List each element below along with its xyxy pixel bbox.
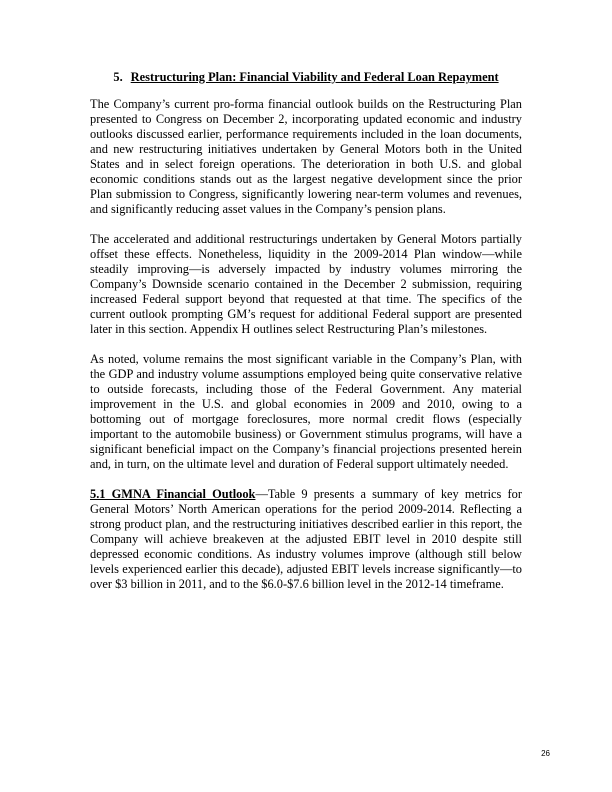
paragraph-restructurings: The accelerated and additional restructurings undertaken by General Motors partially offset these effects. Nonetheless, liquidity in the 2009-2014 Plan window—while steadily improving—is adversely impacted by industry volumes mirroring the Company’s Downside scenario contained in the December 2 submission, requiring increased Federal support beyond that requested at that time. The specifics of the current outlook prompting GM’s request for additional Federal support are presented later in this section. Appendix H outlines select Restructuring Plan’s milestones. [90, 232, 522, 336]
section-number: 5. [113, 70, 123, 84]
subsection-text: —Table 9 presents a summary of key metrics for General Motors’ North American operations for the period 2009-2014. Reflecting a strong product plan, and the restructuring initiatives described earlier in this report, the Company will achieve breakeven at the adjusted EBIT level in 2010 despite still depressed economic conditions. As industry volumes improve (although still below levels experienced earlier this decade), adjusted EBIT levels increase significantly—to over $3 billion in 2011, and to the $6.0-$7.6 billion level in the 2012-14 timeframe. [90, 487, 522, 591]
section-heading [90, 70, 522, 85]
paragraph-volume: As noted, volume remains the most significant variable in the Company’s Plan, with the GDP and industry volume assumptions employed being quite conservative relative to outside forecasts, including those of the Federal Government. Any material improvement in the U.S. and global economies in 2009 and 2010, owing to a bottoming out of mortgage foreclosures, more normal credit flows (especially important to the automobile business) or Government stimulus programs, will have a significant beneficial impact on the Company’s financial projections presented herein and, in turn, on the ultimate level and duration of Federal support ultimately needed. [90, 352, 522, 471]
paragraph-gmna-outlook [90, 487, 522, 592]
section-title: Restructuring Plan: Financial Viability and Federal Loan Repayment [130, 70, 499, 84]
page-number: 26 [541, 749, 550, 758]
subsection-heading: 5.1 GMNA Financial Outlook [90, 487, 256, 501]
page-content [90, 70, 522, 607]
paragraph-outlook: The Company’s current pro-forma financial outlook builds on the Restructuring Plan presented to Congress on December 2, incorporating updated economic and industry outlooks discussed earlier, performance requirements included in the loan documents, and new restructuring initiatives undertaken by General Motors both in the United States and in select foreign operations. The deterioration in both U.S. and global economic conditions stands out as the largest negative development since the prior Plan submission to Congress, significantly lowering near-term volumes and revenues, and significantly reducing asset values in the Company’s pension plans. [90, 97, 522, 216]
